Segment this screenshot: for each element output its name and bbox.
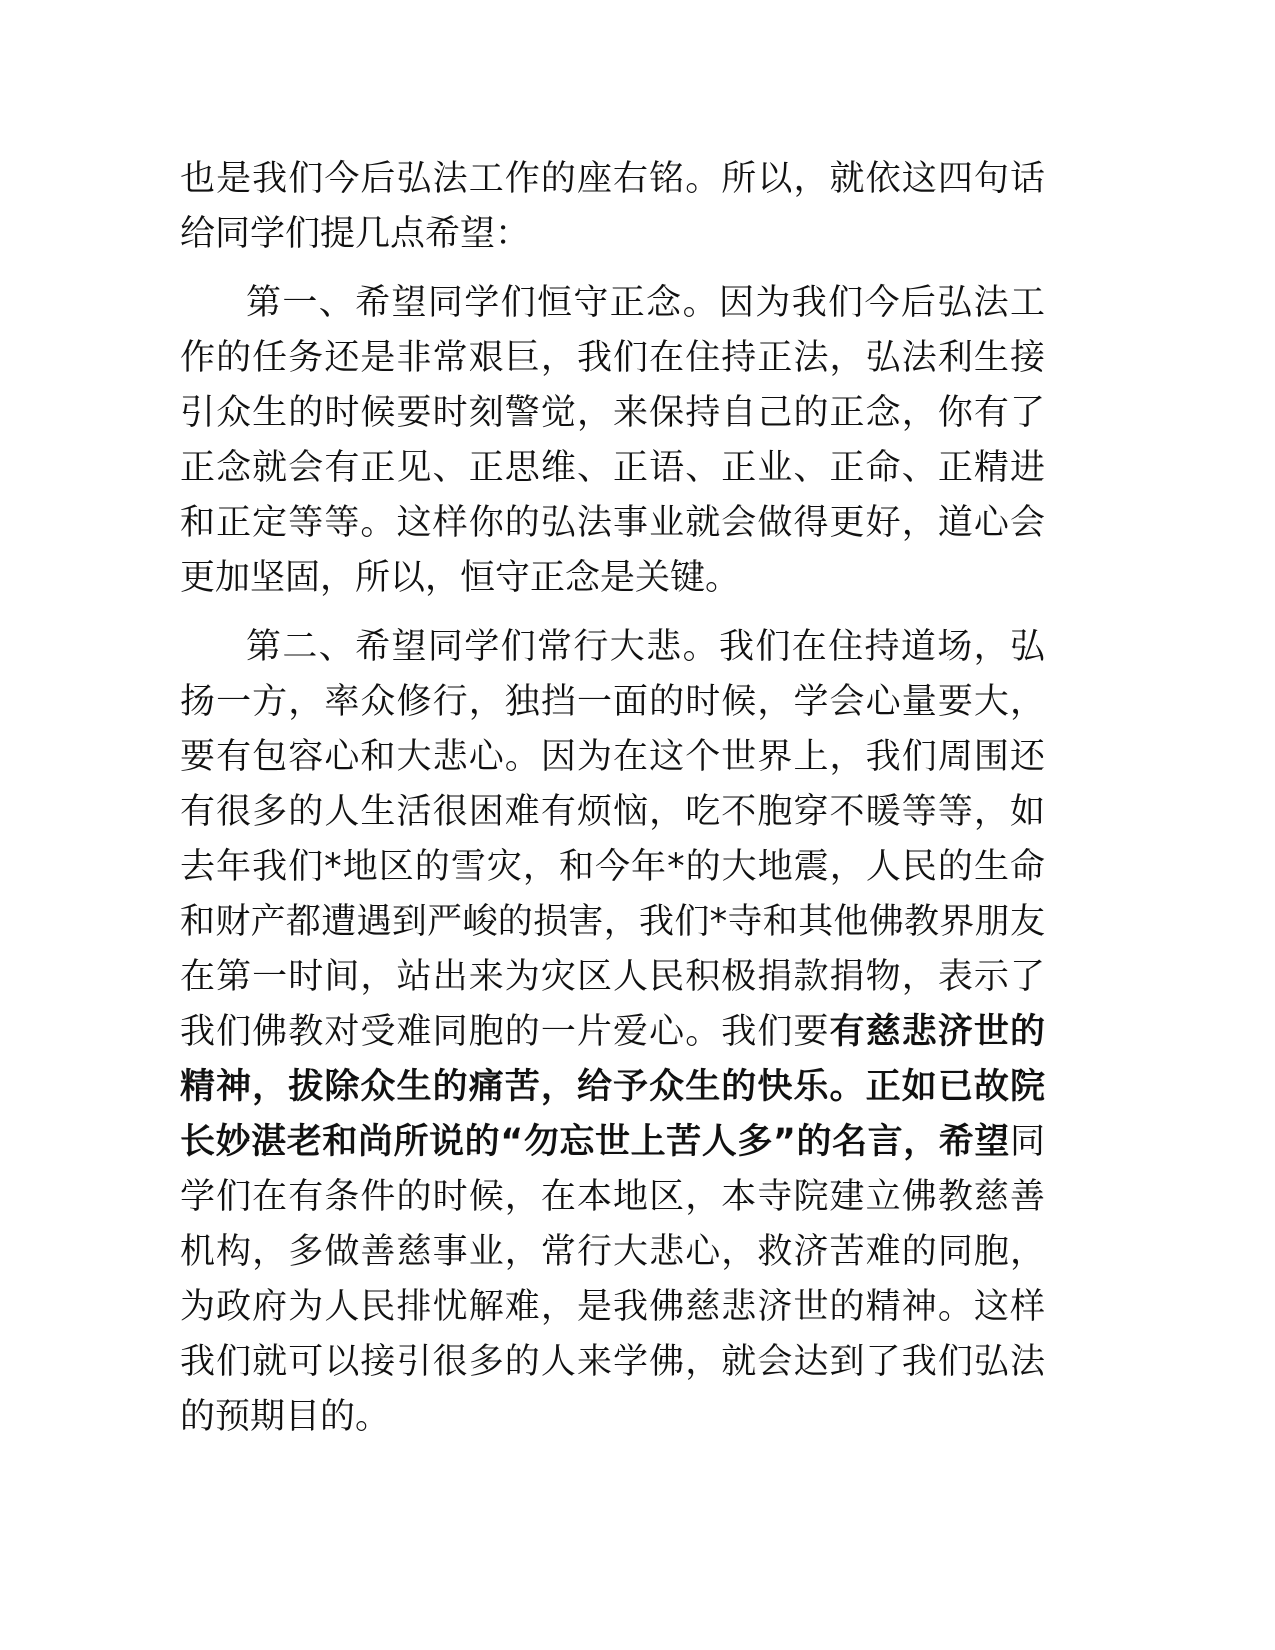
paragraph-first-hope: 第一、希望同学们恒守正念。因为我们今后弘法工作的任务还是非常艰巨，我们在住持正法，弘法利生接引众生的时候要时刻警觉，来保持自己的正念，你有了正念就会有正见、正思维、正语、正业、正命、正精进和正定等等。这样你的弘法事业就会做得更好，道心会更加坚固，所以，恒守正念是关键。: [180, 283, 1045, 598]
paragraph-intro: 也是我们今后弘法工作的座右铭。所以，就依这四句话给同学们提几点希望：: [180, 159, 1045, 254]
paragraph-second-hope-part1: 第二、希望同学们常行大悲。我们在住持道场，弘扬一方，率众修行，独挡一面的时候，学会心量要大，要有包容心和大悲心。因为在这个世界上，我们周围还有很多的人生活很困难有烦恼，吃不胞穿不暖等等，如去年我们*地区的雪灾，和今年*的大地震，人民的生命和财产都遭遇到严峻的损害，我们*寺和其他佛教界朋友在第一时间，站出来为灾区人民积极捐款捐物，表示了我们佛教对受难同胞的一片爱心。我们要: [180, 627, 1045, 1052]
paragraph-second-hope: [180, 620, 1045, 1445]
document-page: [180, 152, 1045, 1459]
paragraph-second-hope-part3: 同学们在有条件的时候，在本地区，本寺院建立佛教慈善机构，多做善慈事业，常行大悲心，救济苦难的同胞，为政府为人民排忧解难，是我佛慈悲济世的精神。这样我们就可以接引很多的人来学佛，就会达到了我们弘法的预期目的。: [180, 1122, 1045, 1437]
paragraph-second-hope-bold: 有慈悲济世的精神，拔除众生的痛苦，给予众生的快乐。正如已故院长妙湛老和尚所说的“勿忘世上苦人多”的名言，希望: [180, 1012, 1045, 1162]
